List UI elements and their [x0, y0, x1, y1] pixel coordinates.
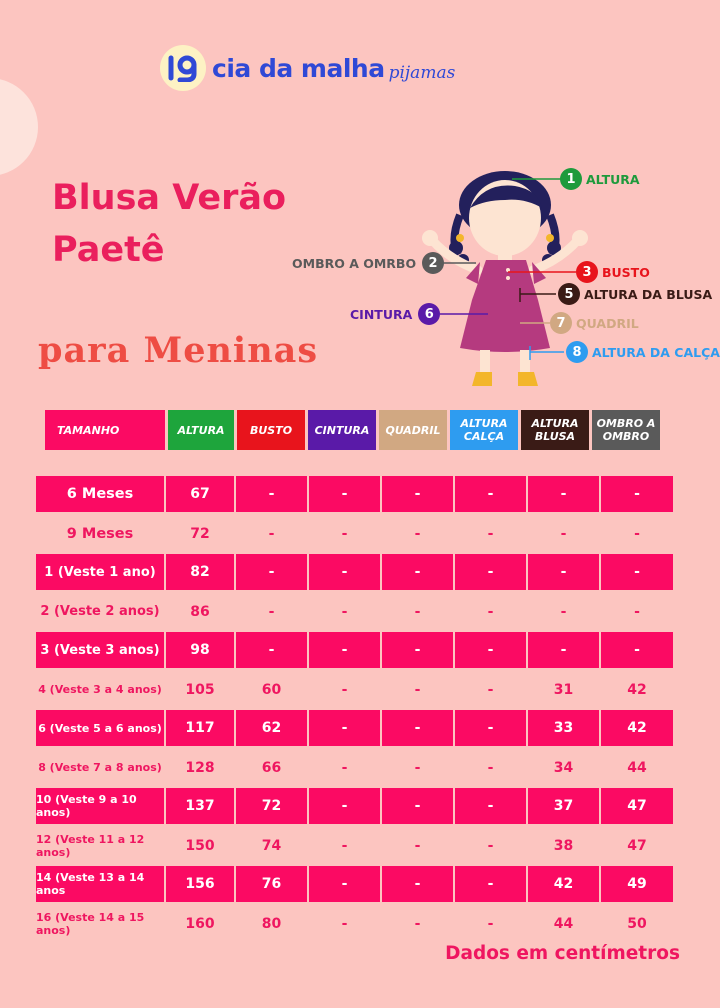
- value-cell: -: [455, 476, 526, 512]
- value-cell: 49: [601, 866, 673, 902]
- value-cell: -: [341, 681, 348, 698]
- value-cell: -: [341, 603, 348, 620]
- table-row: [36, 748, 674, 787]
- callout-altura-blusa: [558, 283, 712, 305]
- value-cell: -: [309, 866, 380, 902]
- value-cell: 34: [553, 759, 574, 776]
- size-cell: 4 (Veste 3 a 4 anos): [38, 683, 162, 696]
- girl-illustration: [280, 160, 720, 400]
- callout-label: ALTURA DA CALÇA: [592, 344, 720, 360]
- header-tamanho: TAMANHO: [45, 410, 165, 450]
- brand-name: cia da malha: [212, 53, 385, 83]
- value-cell: 98: [166, 632, 234, 668]
- value-cell: -: [236, 476, 307, 512]
- value-cell: -: [634, 525, 640, 542]
- callout-number: 1: [560, 168, 582, 190]
- value-cell: 76: [236, 866, 307, 902]
- size-table: [36, 475, 674, 943]
- footer-note: Dados em centímetros: [445, 943, 680, 964]
- table-row: [36, 670, 674, 709]
- value-cell: -: [309, 632, 380, 668]
- value-cell: -: [634, 603, 640, 620]
- table-header: [45, 410, 660, 450]
- size-cell: 1 (Veste 1 ano): [36, 554, 164, 590]
- brand-badge-icon: [160, 45, 206, 91]
- value-cell: -: [309, 554, 380, 590]
- value-cell: 47: [601, 788, 673, 824]
- callout-number: 2: [422, 252, 444, 274]
- value-cell: 160: [185, 915, 215, 932]
- value-cell: -: [236, 632, 307, 668]
- value-cell: -: [236, 554, 307, 590]
- header-ombro: OMBRO A OMBRO: [592, 410, 660, 450]
- value-cell: -: [309, 710, 380, 746]
- value-cell: 60: [261, 681, 282, 698]
- value-cell: -: [414, 681, 421, 698]
- value-cell: 105: [185, 681, 215, 698]
- value-cell: 50: [627, 915, 647, 932]
- value-cell: 67: [166, 476, 234, 512]
- size-cell: 9 Meses: [66, 525, 134, 542]
- table-row: [36, 709, 674, 748]
- value-cell: 117: [166, 710, 234, 746]
- value-cell: -: [528, 554, 599, 590]
- value-cell: -: [268, 525, 275, 542]
- value-cell: 47: [627, 837, 647, 854]
- value-cell: -: [487, 681, 494, 698]
- value-cell: -: [382, 632, 453, 668]
- callout-quadril: [550, 312, 639, 334]
- value-cell: -: [487, 603, 494, 620]
- value-cell: -: [560, 603, 567, 620]
- size-cell: 8 (Veste 7 a 8 anos): [38, 761, 162, 774]
- callout-altura: [560, 168, 640, 190]
- table-row: [36, 826, 674, 865]
- title-line-1: Blusa Verão: [52, 178, 287, 218]
- value-cell: -: [414, 603, 421, 620]
- value-cell: 86: [190, 603, 210, 620]
- value-cell: -: [341, 915, 348, 932]
- callout-number: 3: [576, 261, 598, 283]
- value-cell: 42: [627, 681, 647, 698]
- value-cell: 72: [190, 525, 210, 542]
- value-cell: 42: [528, 866, 599, 902]
- callout-label: QUADRIL: [576, 315, 639, 331]
- value-cell: -: [560, 525, 567, 542]
- value-cell: 33: [528, 710, 599, 746]
- value-cell: -: [455, 632, 526, 668]
- table-row: [36, 631, 674, 670]
- header-altura-blusa: ALTURA BLUSA: [521, 410, 589, 450]
- size-cell: 6 Meses: [36, 476, 164, 512]
- table-row: [36, 592, 674, 631]
- table-row: [36, 553, 674, 592]
- value-cell: -: [341, 759, 348, 776]
- value-cell: -: [268, 603, 275, 620]
- value-cell: -: [309, 788, 380, 824]
- value-cell: -: [414, 837, 421, 854]
- header-altura-calca: ALTURA CALÇA: [450, 410, 518, 450]
- value-cell: 31: [553, 681, 574, 698]
- callout-number: 7: [550, 312, 572, 334]
- value-cell: -: [382, 788, 453, 824]
- value-cell: 82: [166, 554, 234, 590]
- value-cell: 72: [236, 788, 307, 824]
- callout-number: 6: [418, 303, 440, 325]
- callout-label: ALTURA: [586, 171, 640, 187]
- size-cell: 14 (Veste 13 a 14 anos: [36, 866, 164, 902]
- table-row: [36, 787, 674, 826]
- size-cell: 3 (Veste 3 anos): [36, 632, 164, 668]
- value-cell: -: [601, 476, 673, 512]
- value-cell: -: [455, 866, 526, 902]
- value-cell: -: [414, 915, 421, 932]
- callout-busto: [576, 261, 650, 283]
- value-cell: 44: [553, 915, 574, 932]
- callout-number: 8: [566, 341, 588, 363]
- value-cell: 66: [261, 759, 282, 776]
- value-cell: 137: [166, 788, 234, 824]
- value-cell: 80: [261, 915, 282, 932]
- title-line-2: Paetê: [52, 230, 165, 270]
- value-cell: -: [487, 915, 494, 932]
- value-cell: -: [341, 837, 348, 854]
- value-cell: 44: [627, 759, 647, 776]
- value-cell: -: [487, 525, 494, 542]
- header-quadril: QUADRIL: [379, 410, 447, 450]
- callout-label: BUSTO: [602, 264, 650, 280]
- value-cell: -: [382, 554, 453, 590]
- measurement-diagram: [280, 160, 720, 400]
- size-cell: 2 (Veste 2 anos): [40, 604, 160, 619]
- decorative-circle: [0, 78, 38, 176]
- value-cell: -: [309, 476, 380, 512]
- value-cell: 42: [601, 710, 673, 746]
- value-cell: -: [601, 632, 673, 668]
- callout-cintura: [350, 303, 440, 325]
- value-cell: -: [528, 476, 599, 512]
- callout-number: 5: [558, 283, 580, 305]
- value-cell: 156: [166, 866, 234, 902]
- value-cell: -: [414, 759, 421, 776]
- callout-label: OMBRO A OMRBO: [292, 255, 417, 271]
- value-cell: -: [455, 554, 526, 590]
- table-row: [36, 865, 674, 904]
- value-cell: -: [382, 476, 453, 512]
- value-cell: -: [487, 759, 494, 776]
- size-cell: 10 (Veste 9 a 10 anos): [36, 788, 164, 824]
- header-altura: ALTURA: [168, 410, 234, 450]
- table-row: [36, 904, 674, 943]
- value-cell: -: [455, 710, 526, 746]
- table-row: [36, 514, 674, 553]
- callout-label: CINTURA: [350, 306, 413, 322]
- value-cell: -: [382, 866, 453, 902]
- table-row: [36, 475, 674, 514]
- value-cell: -: [341, 525, 348, 542]
- value-cell: -: [601, 554, 673, 590]
- page-subtitle: para Meninas: [38, 330, 319, 371]
- value-cell: 38: [553, 837, 574, 854]
- brand-logo: [160, 45, 455, 91]
- callout-ombro: [292, 252, 444, 274]
- size-cell: 12 (Veste 11 a 12 anos): [36, 832, 145, 859]
- size-cell: 6 (Veste 5 a 6 anos): [36, 710, 164, 746]
- callout-altura-calca: [566, 341, 720, 363]
- header-cintura: CINTURA: [308, 410, 376, 450]
- brand-sub: pijamas: [388, 63, 456, 83]
- value-cell: 62: [236, 710, 307, 746]
- value-cell: 37: [528, 788, 599, 824]
- value-cell: -: [455, 788, 526, 824]
- value-cell: -: [528, 632, 599, 668]
- value-cell: -: [487, 837, 494, 854]
- value-cell: -: [414, 525, 421, 542]
- value-cell: -: [382, 710, 453, 746]
- header-busto: BUSTO: [237, 410, 305, 450]
- value-cell: 128: [185, 759, 215, 776]
- size-cell: 16 (Veste 14 a 15 anos): [36, 910, 145, 937]
- callout-label: ALTURA DA BLUSA: [584, 286, 713, 302]
- value-cell: 74: [261, 837, 282, 854]
- value-cell: 150: [185, 837, 215, 854]
